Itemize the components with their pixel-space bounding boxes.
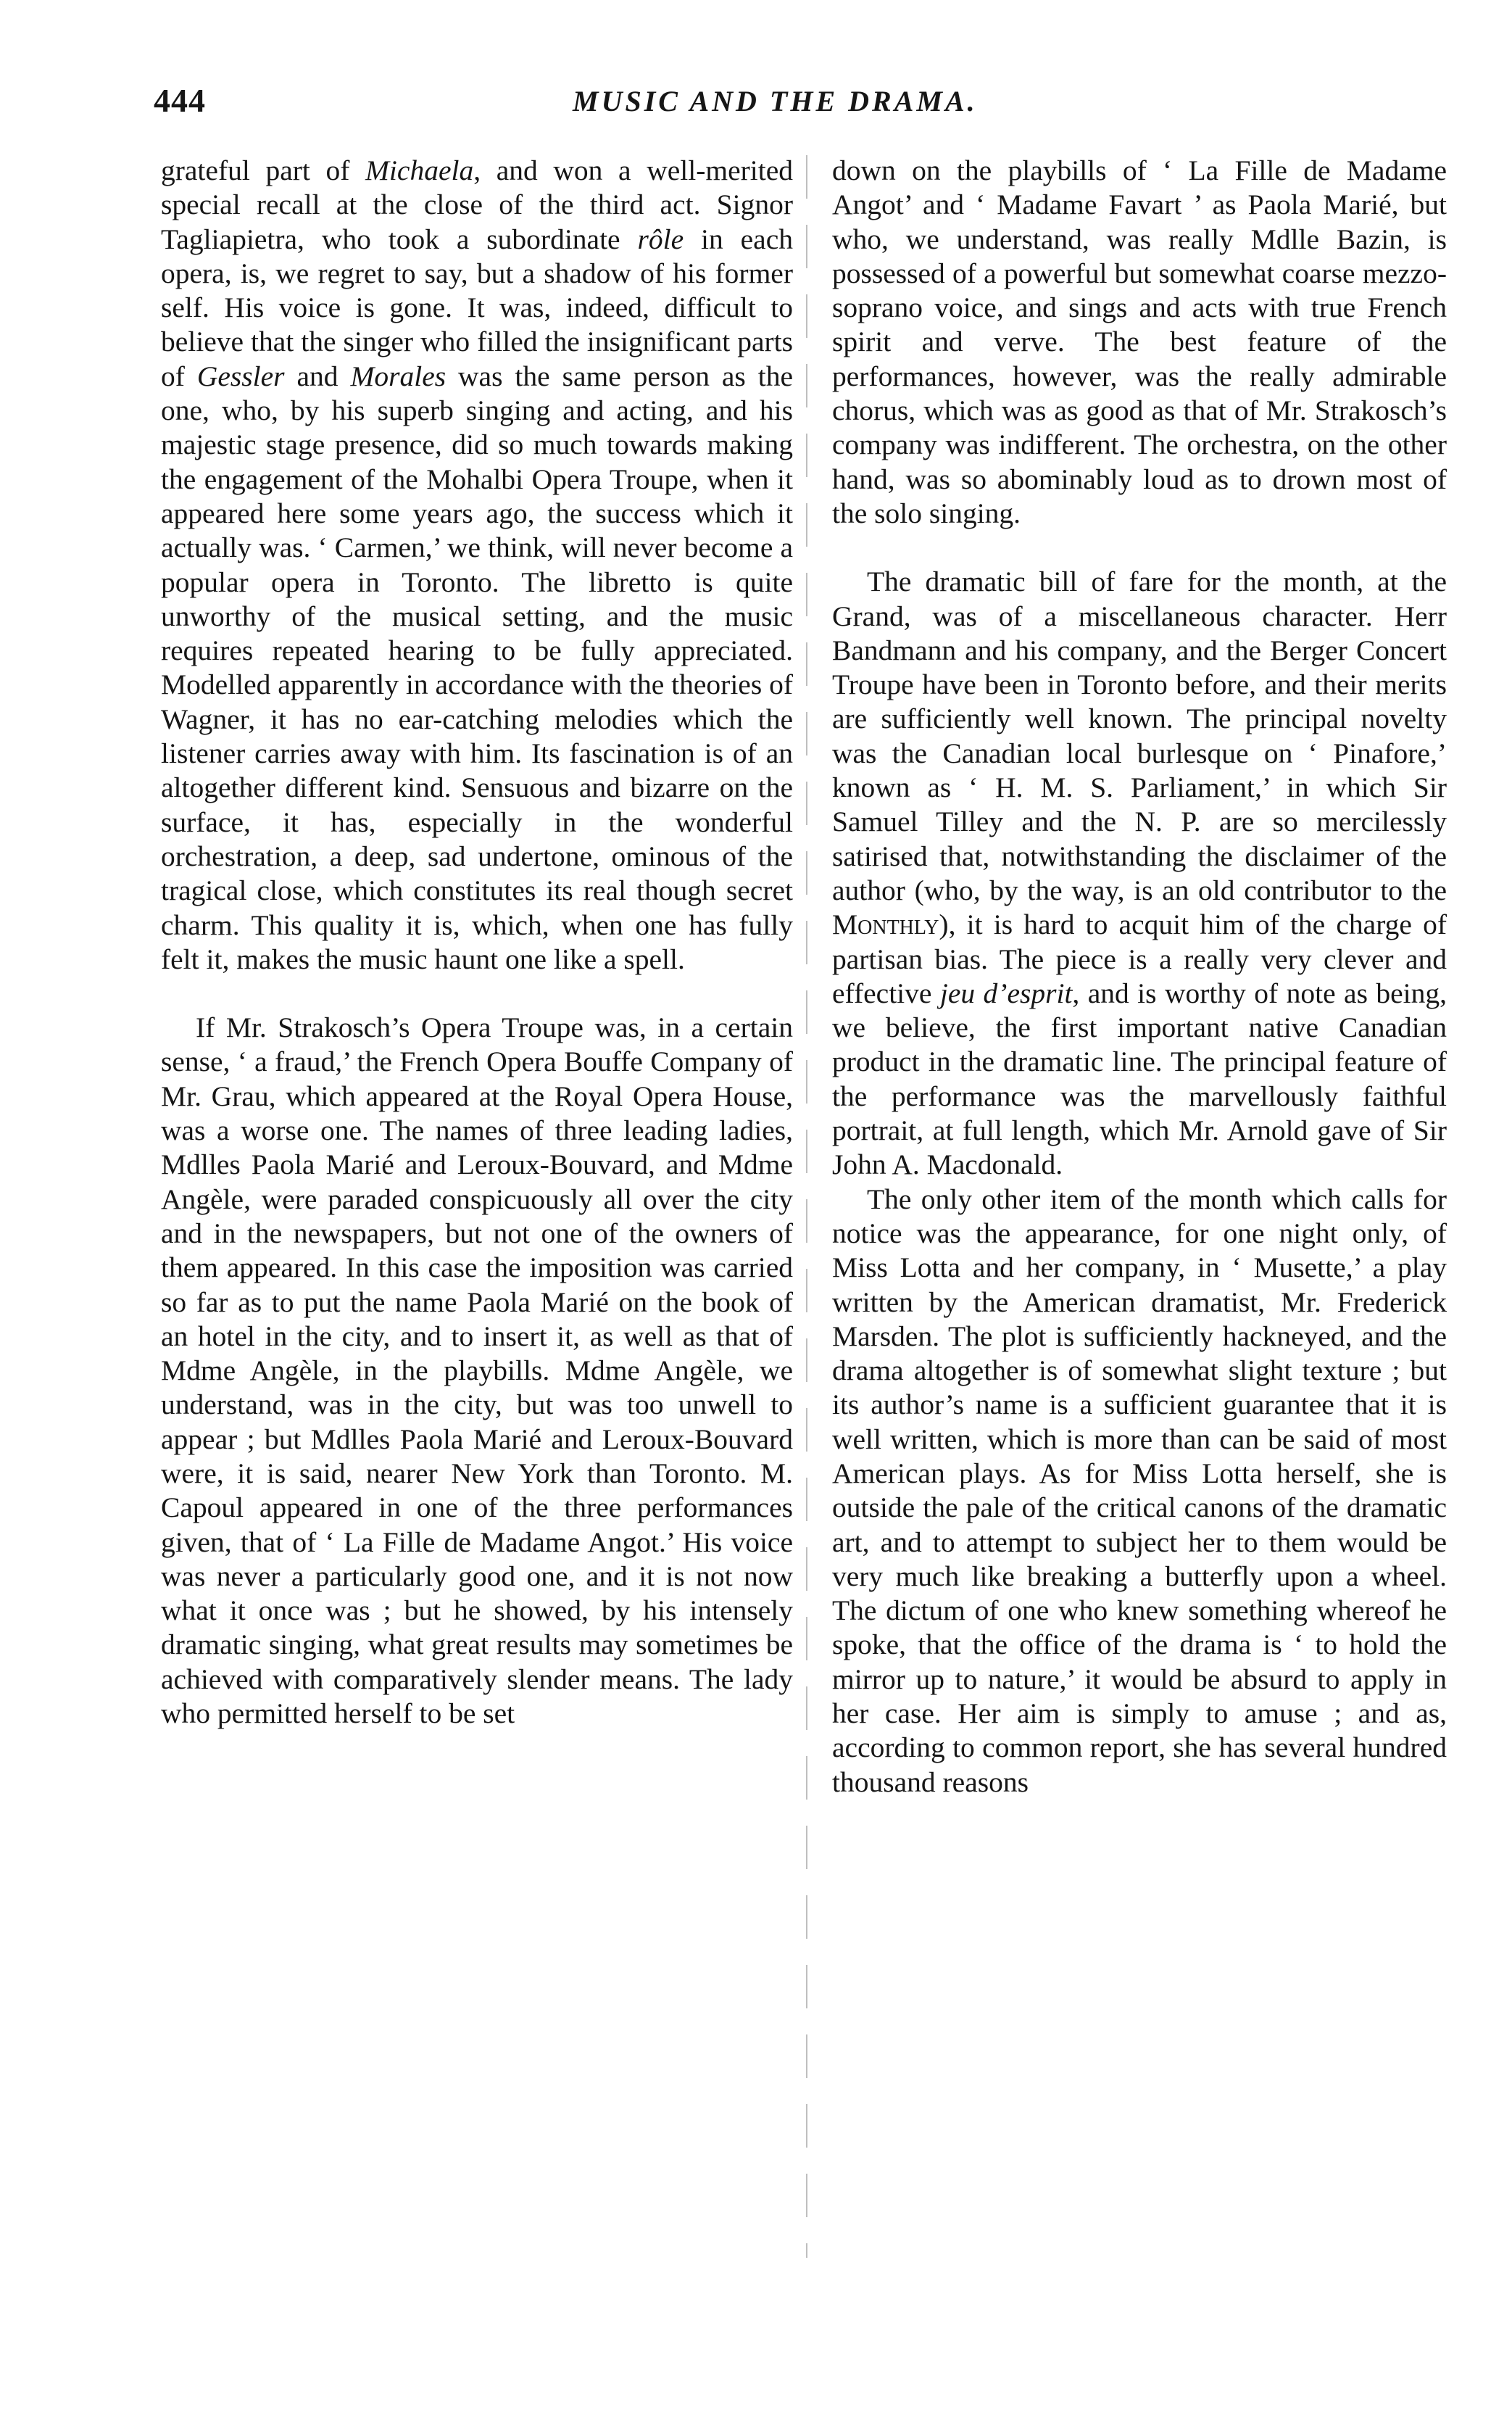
italic-run: jeu d’esprit: [939, 977, 1073, 1009]
italic-run: Morales: [350, 360, 446, 392]
running-head: MUSIC AND THE DRAMA.: [573, 85, 978, 117]
column-divider: [806, 155, 807, 2258]
left-paragraph-1: grateful part of Michaela, and won a well-merited special recall at the close of the third act. Signor Tagliapietra, who took a subordinate rôle in each opera, is, we regret to say, but a shadow of his former self. His voice is gone. It was, indeed, difficult to believe that the singer who filled the insignificant parts of Gessler and Morales was the same person as the one, who, by his superb singing and acting, and his majestic stage presence, did so much towards making the engagement of the Mohalbi Opera Troupe, when it appeared here some years ago, the success which it actually was. ‘ Carmen,’ we think, will never become a popular opera in Toronto. The libretto is quite unworthy of the musical setting, and the music requires repeated hearing to be fully appreciated. Modelled apparently in accordance with the theories of Wagner, it has no ear-catching melodies which the listener carries away with him. Its fascination is of an altogether different kind. Sensuous and bizarre on the surface, it has, especially in the wonderful orchestration, a deep, sad undertone, ominous of the tragical close, which constitutes its real though secret charm. This quality it is, which, when one has fully felt it, makes the music haunt one like a spell.: [161, 154, 793, 975]
right-paragraph-1: down on the playbills of ‘ La Fille de Madame Angot’ and ‘ Madame Favart ’ as Paola Marié, but who, we understand, was really Mdlle Bazin, is possessed of a powerful but somewhat coarse mezzo-soprano voice, and sings and acts with true French spirit and verve. The best feature of the performances, however, was the really admirable chorus, which was as good as that of Mr. Strakosch’s company was indifferent. The orchestra, on the other hand, was so abominably loud as to drown most of the solo singing.: [832, 154, 1447, 529]
right-column: [832, 154, 1447, 1800]
left-column: [161, 154, 793, 1731]
right-paragraph-3: The only other item of the month which calls for notice was the appearance, for one night only, of Miss Lotta and her company, in ‘ Musette,’ a play written by the American dramatist, Mr. Frederick Marsden. The plot is sufficiently hackneyed, and the drama altogether is of somewhat slight texture ; but its author’s name is a sufficient guarantee that it is well written, which is more than can be said of most American plays. As for Miss Lotta herself, she is outside the pale of the critical canons of the dramatic art, and to attempt to subject her to them would be very much like breaking a butterfly upon a wheel. The dictum of one who knew something whereof he spoke, that the office of the drama is ‘ to hold the mirror up to nature,’ it would be absurd to apply in her case. Her aim is simply to amuse ; and as, according to common report, she has several hundred thousand reasons: [832, 1183, 1447, 1798]
italic-run: rôle: [637, 223, 684, 255]
right-paragraph-2: The dramatic bill of fare for the month, at the Grand, was of a miscellaneous character. Herr Bandmann and his company, and the Berger Concert Troupe have been in Toronto before, and their merits are sufficiently well known. The principal novelty was the Canadian local burlesque on ‘ Pinafore,’ known as ‘ H. M. S. Parliament,’ in which Sir Samuel Tilley and the N. P. are so mercilessly satirised that, notwithstanding the disclaimer of the author (who, by the way, is an old contributor to the Monthly), it is hard to acquit him of the charge of partisan bias. The piece is a really very clever and effective jeu d’esprit, and is worthy of note as being, we believe, the first important native Canadian product in the dramatic line. The principal feature of the performance was the marvellously faithful portrait, at full length, which Mr. Arnold gave of Sir John A. Macdonald.: [832, 566, 1447, 1181]
small-caps-run: Monthly: [832, 908, 939, 941]
italic-run: Michaela: [365, 154, 474, 186]
italic-run: Gessler: [196, 360, 285, 392]
left-paragraph-2: If Mr. Strakosch’s Opera Troupe was, in a certain sense, ‘ a fraud,’ the French Opera Bouffe Company of Mr. Grau, which appeared at the Royal Opera House, was a worse one. The names of three leading ladies, Mdlles Paola Marié and Leroux-Bouvard, and Mdme Angèle, were paraded conspicuously all over the city and in the newspapers, but not one of the owners of them appeared. In this case the imposition was carried so far as to put the name Paola Marié on the book of an hotel in the city, and to insert it, as well as that of Mdme Angèle, in the playbills. Mdme Angèle, we understand, was in the city, but was too unwell to appear ; but Mdlles Paola Marié and Leroux-Bouvard were, it is said, nearer New York than Toronto. M. Capoul appeared in one of the three performances given, that of ‘ La Fille de Madame Angot.’ His voice was never a particularly good one, and it is not now what it once was ; but he showed, by his intensely dramatic singing, what great results may sometimes be achieved with comparatively slender means. The lady who permitted herself to be set: [161, 1011, 793, 1730]
page-number: 444: [154, 82, 206, 119]
